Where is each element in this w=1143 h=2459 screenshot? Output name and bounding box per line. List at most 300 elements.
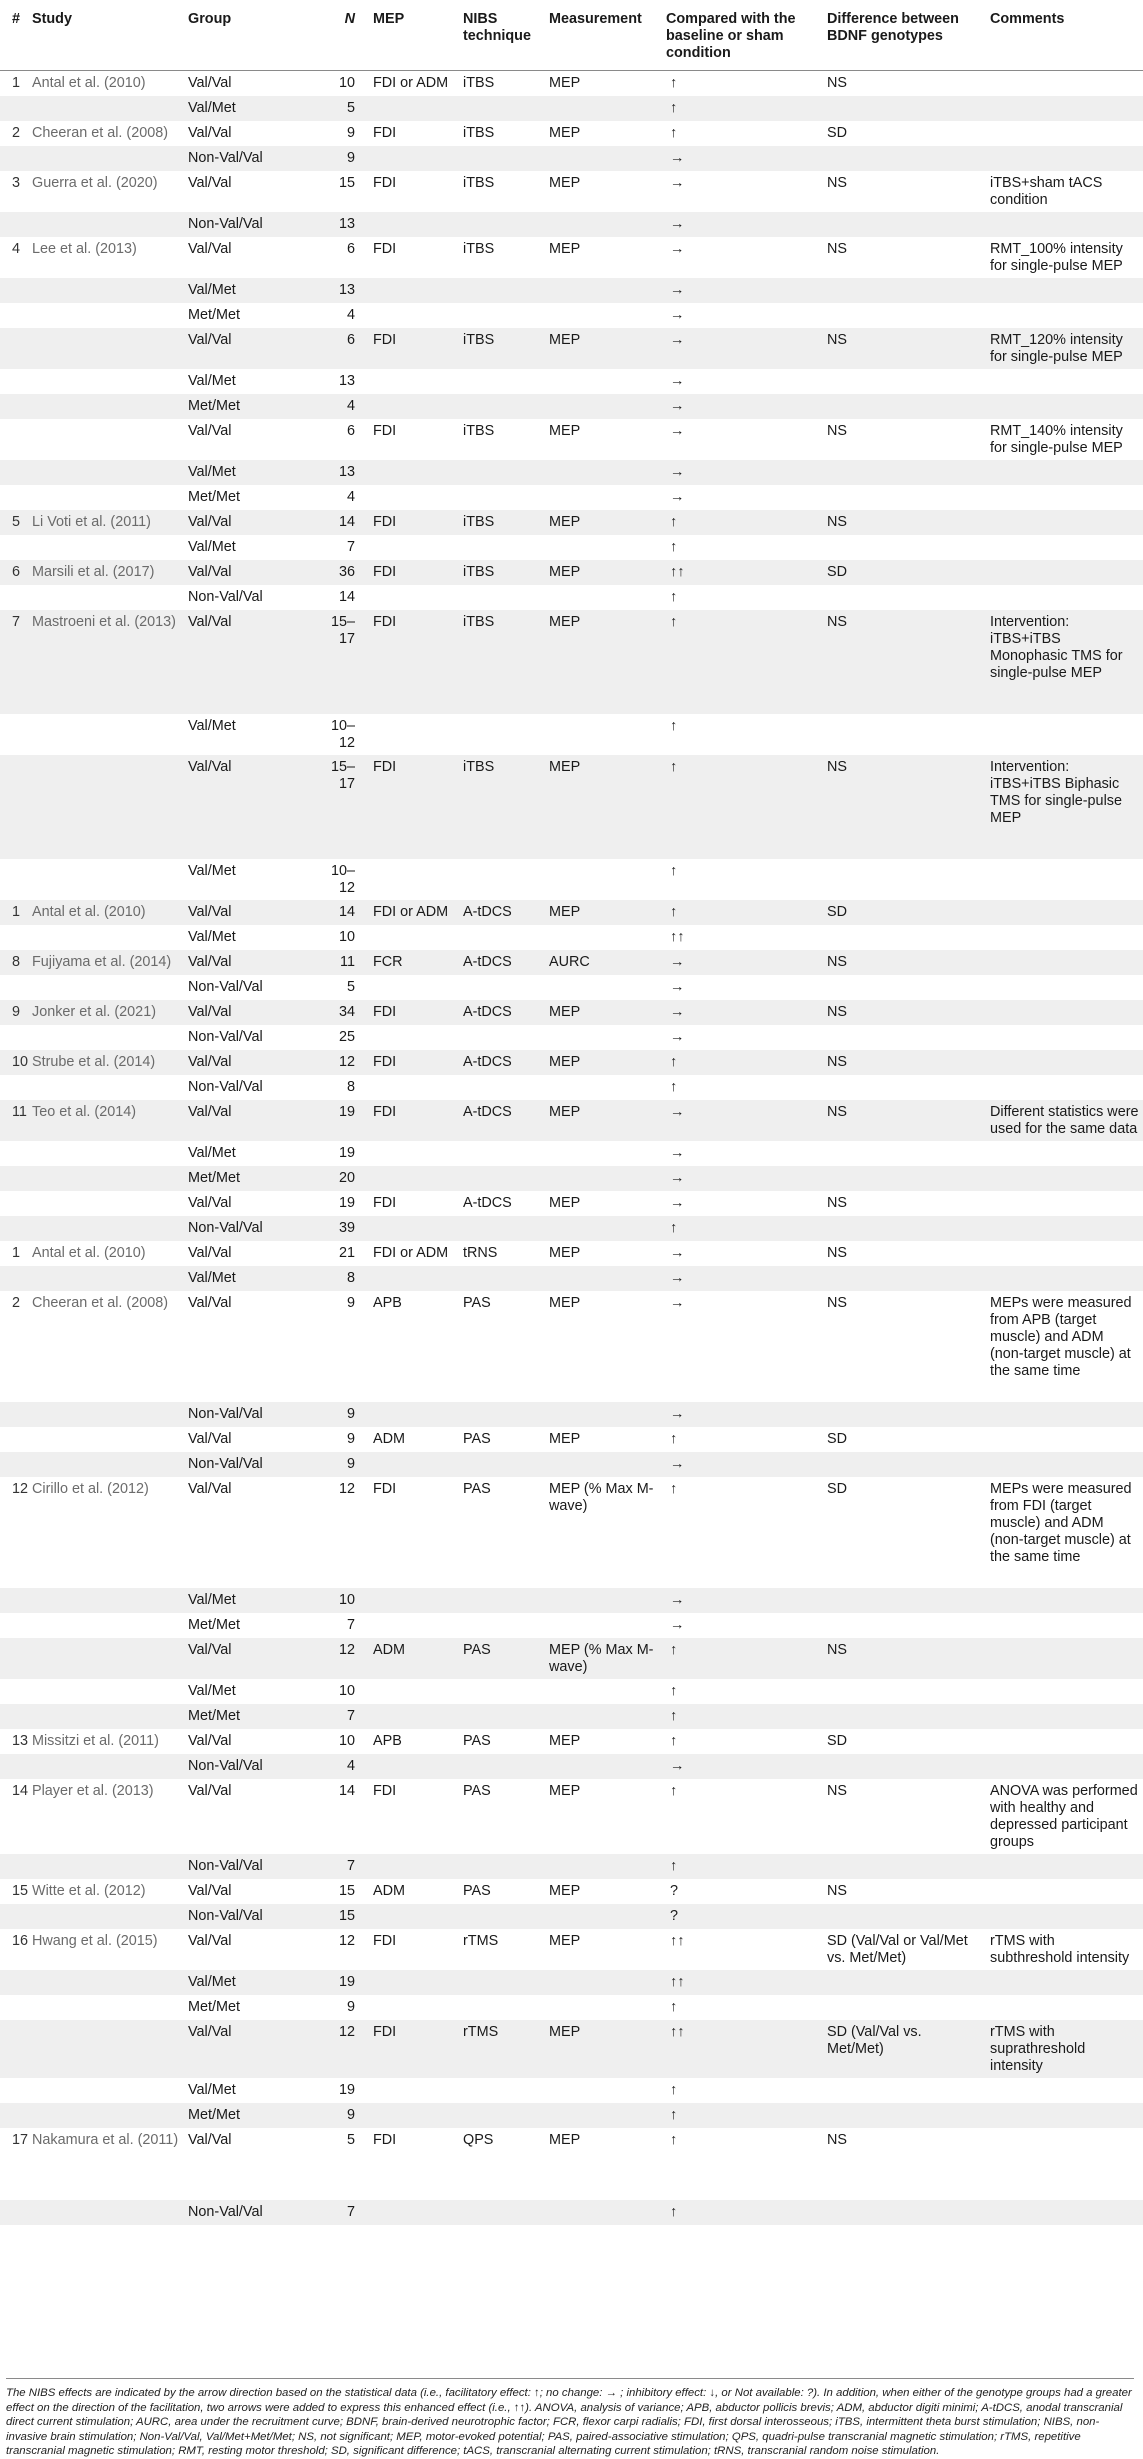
- nibs-technique-cell: [459, 1754, 545, 1779]
- genotype-difference-cell: [823, 485, 986, 510]
- nibs-technique-cell: iTBS: [463, 174, 495, 191]
- genotype-difference-cell: [823, 535, 986, 560]
- measurement-cell: [545, 1216, 662, 1241]
- genotype-difference-cell: [823, 1452, 986, 1477]
- comparison-cell: →: [662, 1402, 823, 1427]
- study-cell: Witte et al. (2012): [32, 1882, 146, 1899]
- table-row: [0, 859, 1143, 900]
- n-cell: 5: [346, 978, 355, 995]
- row-number: 12: [12, 1480, 29, 1497]
- study-cell: Antal et al. (2010): [32, 75, 146, 91]
- mep-cell: [369, 1904, 459, 1929]
- n-cell: 12: [314, 1050, 369, 1075]
- comments-cell: [986, 1452, 1143, 1477]
- nibs-technique-cell: [459, 2103, 545, 2128]
- genotype-difference-cell: NS: [823, 950, 986, 975]
- row-number: [0, 925, 28, 950]
- n-cell: 13: [338, 372, 355, 389]
- comparison-cell: ↑: [670, 75, 678, 91]
- row-number: [0, 1216, 28, 1241]
- genotype-difference-cell: SD: [827, 1480, 847, 1497]
- mep-cell: [369, 2200, 459, 2225]
- study-cell: Lee et al. (2013): [32, 240, 137, 257]
- mep-cell: [369, 146, 459, 171]
- n-cell: 9: [346, 1430, 355, 1447]
- measurement-cell: MEP: [545, 1100, 662, 1141]
- group-cell: Non-Val/Val: [184, 1904, 314, 1929]
- nibs-technique-cell: [459, 1970, 545, 1995]
- nibs-technique-cell: [459, 394, 545, 419]
- comments-cell: [986, 859, 1143, 900]
- row-number: [0, 585, 28, 610]
- mep-cell: [369, 1854, 459, 1879]
- measurement-cell: [545, 278, 662, 303]
- n-cell: 9: [314, 2103, 369, 2128]
- nibs-technique-cell: [459, 1704, 545, 1729]
- measurement-cell: [545, 2200, 662, 2225]
- nibs-technique-cell: PAS: [459, 1638, 545, 1679]
- mep-cell: [369, 1075, 459, 1100]
- nibs-technique-cell: iTBS: [459, 510, 545, 535]
- comments-cell: [986, 950, 1143, 975]
- comparison-cell: →: [662, 1266, 823, 1291]
- nibs-technique-cell: [459, 1266, 545, 1291]
- nibs-technique-cell: PAS: [463, 1294, 491, 1311]
- comparison-cell: ↑: [662, 1638, 823, 1679]
- study-cell: [28, 859, 184, 900]
- nibs-technique-cell: PAS: [463, 1732, 491, 1749]
- comments-cell: [986, 535, 1143, 560]
- measurement-cell: [545, 2078, 662, 2103]
- comments-cell: [986, 1050, 1143, 1075]
- measurement-cell: [545, 1075, 662, 1100]
- comparison-cell: ↑: [670, 1732, 678, 1749]
- genotype-difference-cell: [823, 585, 986, 610]
- measurement-cell: MEP: [549, 240, 581, 257]
- n-cell: 34: [314, 1000, 369, 1025]
- n-cell: 7: [314, 2200, 369, 2225]
- genotype-difference-cell: [823, 1216, 986, 1241]
- n-cell: 15: [338, 1882, 355, 1899]
- comparison-cell: →: [662, 1754, 823, 1779]
- row-number: [0, 369, 28, 394]
- row-number: [0, 714, 28, 755]
- mep-cell: [369, 714, 459, 755]
- study-cell: Jonker et al. (2021): [28, 1000, 184, 1025]
- study-cell: [28, 328, 184, 369]
- study-cell: [28, 1141, 184, 1166]
- mep-cell: FCR: [369, 950, 459, 975]
- table-row: [0, 303, 1143, 328]
- header-measurement: Measurement: [545, 0, 662, 71]
- measurement-cell: MEP: [545, 755, 662, 859]
- nibs-technique-cell: [459, 535, 545, 560]
- table-row: [0, 171, 1143, 212]
- n-cell: 10: [338, 928, 355, 945]
- group-cell: Val/Met: [184, 278, 314, 303]
- row-number: 1: [12, 75, 21, 91]
- study-cell: [28, 2103, 184, 2128]
- nibs-technique-cell: [459, 369, 545, 394]
- mep-cell: [369, 1588, 459, 1613]
- nibs-technique-cell: [459, 859, 545, 900]
- comments-cell: [986, 146, 1143, 171]
- mep-cell: [369, 859, 459, 900]
- row-number: [0, 1679, 28, 1704]
- genotype-difference-cell: SD (Val/Val or Val/Met vs. Met/Met): [827, 1932, 968, 1966]
- row-number: 3: [12, 174, 21, 191]
- n-cell: 9: [346, 124, 355, 141]
- genotype-difference-cell: NS: [827, 174, 847, 191]
- row-number: [0, 485, 28, 510]
- study-cell: [28, 146, 184, 171]
- study-cell: [28, 1075, 184, 1100]
- table-row: [0, 1266, 1143, 1291]
- group-cell: Non-Val/Val: [188, 588, 263, 605]
- measurement-cell: MEP: [545, 510, 662, 535]
- comparison-cell: ↑: [662, 610, 823, 714]
- group-cell: Val/Met: [188, 862, 236, 879]
- group-cell: Val/Val: [184, 900, 314, 925]
- comparison-cell: →: [670, 174, 685, 191]
- table-row: [0, 1729, 1143, 1754]
- comparison-cell: →: [662, 460, 823, 485]
- mep-cell: [369, 394, 459, 419]
- comparison-cell: ↑: [662, 1050, 823, 1075]
- row-number: 6: [0, 560, 28, 585]
- genotype-difference-cell: SD: [827, 124, 847, 141]
- header-study: Study: [28, 0, 184, 71]
- study-cell: [28, 460, 184, 485]
- table-row: [0, 1166, 1143, 1191]
- mep-cell: APB: [373, 1294, 402, 1311]
- comments-cell: [986, 485, 1143, 510]
- genotype-difference-cell: [823, 212, 986, 237]
- genotype-difference-cell: [823, 96, 986, 121]
- n-cell: 9: [314, 1402, 369, 1427]
- mep-cell: FDI: [369, 328, 459, 369]
- measurement-cell: MEP: [549, 1732, 581, 1749]
- table-row: [0, 950, 1143, 975]
- n-cell: 25: [338, 1028, 355, 1045]
- mep-cell: FDI: [373, 422, 397, 439]
- comparison-cell: ↑: [670, 862, 678, 879]
- mep-cell: FDI: [373, 1932, 397, 1949]
- mep-cell: [369, 1679, 459, 1704]
- table-row: [0, 146, 1143, 171]
- row-number: [0, 328, 28, 369]
- comments-cell: [986, 1216, 1143, 1241]
- group-cell: Val/Met: [184, 1588, 314, 1613]
- row-number: 2: [12, 124, 21, 141]
- study-cell: [28, 303, 184, 328]
- table-row: [0, 1100, 1143, 1141]
- study-cell: Cirillo et al. (2012): [32, 1480, 149, 1497]
- n-cell: 10: [338, 75, 355, 91]
- study-cell: Marsili et al. (2017): [28, 560, 184, 585]
- table-row: [0, 212, 1143, 237]
- genotype-difference-cell: NS: [827, 1782, 847, 1799]
- genotype-difference-cell: [823, 1704, 986, 1729]
- genotype-difference-cell: NS: [827, 1194, 847, 1211]
- comparison-cell: →: [670, 1244, 685, 1261]
- comparison-cell: ↑: [662, 1216, 823, 1241]
- genotype-difference-cell: SD (Val/Val vs. Met/Met): [823, 2020, 986, 2078]
- table-row: [0, 1638, 1143, 1679]
- n-cell: 4: [346, 488, 355, 505]
- table-row: [0, 2128, 1143, 2200]
- row-number: [0, 1904, 28, 1929]
- n-cell: 7: [314, 1854, 369, 1879]
- nibs-technique-cell: [459, 146, 545, 171]
- n-cell: 12: [338, 1932, 355, 1949]
- comparison-cell: →: [670, 422, 685, 439]
- table-row: [0, 1191, 1143, 1216]
- comparison-cell: ↑: [670, 1782, 678, 1799]
- table-row: [0, 1995, 1143, 2020]
- genotype-difference-cell: SD: [827, 1732, 847, 1749]
- n-cell: 12: [314, 2020, 369, 2078]
- nibs-technique-cell: A-tDCS: [459, 1000, 545, 1025]
- genotype-difference-cell: [823, 278, 986, 303]
- table-row: [0, 1929, 1143, 1970]
- table-row: [0, 1854, 1143, 1879]
- genotype-difference-cell: [823, 975, 986, 1000]
- comparison-cell: ↑: [662, 755, 823, 859]
- measurement-cell: MEP: [549, 1782, 581, 1799]
- table-row: [0, 1452, 1143, 1477]
- nibs-technique-cell: A-tDCS: [459, 1100, 545, 1141]
- measurement-cell: [545, 925, 662, 950]
- comments-cell: [986, 71, 1143, 96]
- genotype-difference-cell: [823, 460, 986, 485]
- comparison-cell: ↑↑: [662, 560, 823, 585]
- group-cell: Val/Val: [188, 75, 232, 91]
- table-footnote: The NIBS effects are indicated by the arrow direction based on the statistical data (i.e., facilitatory effect: ↑; no change: → ; inhibitory effect: ↓, or Not available: ?). In addition, when either of the genotype groups had a greater effect on the direction of the facilitation, two arrows were added to express this enhanced effect (i.e., ↑↑). ANOVA, analysis of variance; APB, abductor pollicis brevis; ADM, abductor digiti minimi; A-tDCS, anodal transcranial direct current stimulation; AURC, area under the recruitment curve; BDNF, brain-derived neurotrophic factor; FCR, flexor carpi radialis; FDI, first dorsal interosseous; iTBS, intermittent theta burst stimulation; NIBS, non-invasive brain stimulation; Non-Val/Val, Val/Met+Met/Met; NS, not significant; MEP, motor-evoked potential; PAS, paired-associative stimulation; QPS, quadri-pulse transcranial magnetic stimulation; rTMS, repetitive transcranial magnetic stimulation; RMT, resting motor threshold; SD, significant difference; tACS, transcranial alternating current stimulation; tRNS, transcranial random noise stimulation.: [6, 2378, 1134, 2459]
- table-row: [0, 975, 1143, 1000]
- genotype-difference-cell: [823, 1970, 986, 1995]
- row-number: [0, 1970, 28, 1995]
- n-cell: 20: [314, 1166, 369, 1191]
- group-cell: Met/Met: [184, 1704, 314, 1729]
- comparison-cell: →: [670, 1616, 685, 1633]
- comparison-cell: →: [662, 1100, 823, 1141]
- measurement-cell: AURC: [545, 950, 662, 975]
- study-cell: Fujiyama et al. (2014): [28, 950, 184, 975]
- measurement-cell: MEP: [549, 1194, 581, 1211]
- comments-cell: [986, 510, 1143, 535]
- group-cell: Val/Val: [188, 1782, 232, 1799]
- row-number: [0, 303, 28, 328]
- study-cell: [28, 96, 184, 121]
- n-cell: 13: [314, 460, 369, 485]
- comparison-cell: ↑↑: [662, 2020, 823, 2078]
- comments-cell: Different statistics were used for the same data: [986, 1100, 1143, 1141]
- row-number: [0, 1452, 28, 1477]
- group-cell: Val/Met: [188, 372, 236, 389]
- row-number: 2: [12, 1294, 21, 1311]
- mep-cell: FDI: [373, 1480, 397, 1497]
- comparison-cell: ↑: [662, 510, 823, 535]
- n-cell: 8: [314, 1266, 369, 1291]
- nibs-technique-cell: [459, 1402, 545, 1427]
- nibs-technique-cell: [459, 278, 545, 303]
- comments-cell: [986, 1025, 1143, 1050]
- measurement-cell: [545, 369, 662, 394]
- mep-cell: FDI: [373, 1782, 397, 1799]
- genotype-difference-cell: SD: [827, 1430, 847, 1447]
- comments-cell: Intervention: iTBS+iTBS Biphasic TMS for single-pulse MEP: [986, 755, 1143, 859]
- study-cell: [28, 925, 184, 950]
- comparison-cell: →: [670, 1144, 685, 1161]
- group-cell: Val/Val: [184, 1050, 314, 1075]
- genotype-difference-cell: [823, 2103, 986, 2128]
- nibs-technique-cell: [459, 925, 545, 950]
- mep-cell: FDI: [373, 174, 397, 191]
- comparison-cell: →: [670, 488, 685, 505]
- row-number: [0, 1266, 28, 1291]
- nibs-technique-cell: [459, 1025, 545, 1050]
- measurement-cell: [545, 1452, 662, 1477]
- nibs-technique-cell: iTBS: [459, 328, 545, 369]
- group-cell: Val/Val: [188, 124, 232, 141]
- group-cell: Val/Val: [184, 510, 314, 535]
- nibs-technique-cell: [459, 1995, 545, 2020]
- nibs-technique-cell: [459, 303, 545, 328]
- nibs-technique-cell: [459, 96, 545, 121]
- n-cell: 6: [346, 422, 355, 439]
- table-row: [0, 1075, 1143, 1100]
- n-cell: 19: [314, 1100, 369, 1141]
- comments-cell: Intervention: iTBS+iTBS Monophasic TMS for single-pulse MEP: [986, 610, 1143, 714]
- comments-cell: [986, 1402, 1143, 1427]
- header-n: N: [314, 0, 369, 71]
- genotype-difference-cell: [823, 303, 986, 328]
- nibs-technique-cell: [459, 1854, 545, 1879]
- group-cell: Val/Val: [188, 1430, 232, 1447]
- study-cell: Cheeran et al. (2008): [32, 1294, 168, 1311]
- genotype-difference-cell: [823, 394, 986, 419]
- measurement-cell: [545, 535, 662, 560]
- genotype-difference-cell: [823, 1402, 986, 1427]
- comments-cell: [986, 1904, 1143, 1929]
- mep-cell: FDI: [369, 1000, 459, 1025]
- comparison-cell: →: [670, 240, 685, 257]
- mep-cell: [369, 975, 459, 1000]
- mep-cell: [369, 303, 459, 328]
- measurement-cell: MEP: [549, 1430, 581, 1447]
- mep-cell: [369, 1402, 459, 1427]
- study-cell: [28, 1970, 184, 1995]
- measurement-cell: MEP: [545, 900, 662, 925]
- table-row: [0, 1904, 1143, 1929]
- study-cell: [28, 212, 184, 237]
- genotype-difference-cell: [823, 1904, 986, 1929]
- mep-cell: [369, 1216, 459, 1241]
- measurement-cell: [545, 975, 662, 1000]
- table-row: [0, 1427, 1143, 1452]
- measurement-cell: [545, 485, 662, 510]
- n-cell: 9: [346, 1294, 355, 1311]
- comments-cell: [986, 460, 1143, 485]
- row-number: [0, 1191, 28, 1216]
- n-cell: 11: [314, 950, 369, 975]
- comments-cell: ANOVA was performed with healthy and depressed participant groups: [990, 1782, 1138, 1850]
- group-cell: Val/Val: [184, 1638, 314, 1679]
- group-cell: Val/Met: [184, 96, 314, 121]
- mep-cell: [369, 1970, 459, 1995]
- group-cell: Val/Val: [188, 1732, 232, 1749]
- genotype-difference-cell: SD: [823, 560, 986, 585]
- study-cell: [28, 1452, 184, 1477]
- nibs-technique-cell: [459, 2200, 545, 2225]
- comments-cell: [986, 1995, 1143, 2020]
- measurement-cell: MEP: [545, 328, 662, 369]
- study-cell: Mastroeni et al. (2013): [28, 610, 184, 714]
- study-cell: [28, 755, 184, 859]
- group-cell: Met/Met: [188, 306, 240, 323]
- measurement-cell: [545, 859, 662, 900]
- table-row: [0, 278, 1143, 303]
- study-cell: [28, 278, 184, 303]
- study-cell: [28, 975, 184, 1000]
- mep-cell: FDI: [373, 124, 397, 141]
- study-cell: [28, 1638, 184, 1679]
- row-number: 1: [12, 1244, 21, 1261]
- mep-cell: [369, 369, 459, 394]
- table-row: [0, 1779, 1143, 1854]
- row-number: [0, 535, 28, 560]
- mep-cell: [369, 1613, 459, 1638]
- comparison-cell: ↑: [670, 1480, 678, 1497]
- group-cell: Non-Val/Val: [184, 1402, 314, 1427]
- n-cell: 12: [338, 1480, 355, 1497]
- header-comparison: Compared with the baseline or sham condition: [662, 0, 823, 71]
- n-cell: 9: [314, 146, 369, 171]
- row-number: 17: [12, 2131, 29, 2148]
- genotype-difference-cell: NS: [827, 422, 847, 439]
- comparison-cell: →: [662, 1588, 823, 1613]
- row-number: [0, 460, 28, 485]
- mep-cell: FDI: [369, 755, 459, 859]
- comparison-cell: →: [662, 1166, 823, 1191]
- measurement-cell: [545, 1970, 662, 1995]
- group-cell: Val/Val: [188, 1882, 232, 1899]
- nibs-technique-cell: iTBS: [459, 560, 545, 585]
- header-group: Group: [184, 0, 314, 71]
- measurement-cell: MEP: [549, 174, 581, 191]
- comments-cell: [986, 1427, 1143, 1452]
- row-number: [0, 394, 28, 419]
- study-cell: [28, 2200, 184, 2225]
- comments-cell: [986, 1075, 1143, 1100]
- n-cell: 14: [314, 510, 369, 535]
- row-number: [0, 2200, 28, 2225]
- comments-cell: [986, 1879, 1143, 1904]
- comparison-cell: →: [662, 1000, 823, 1025]
- comparison-cell: ↑↑: [662, 1970, 823, 1995]
- comments-cell: [986, 1166, 1143, 1191]
- table-row: [0, 1704, 1143, 1729]
- row-number: 7: [0, 610, 28, 714]
- nibs-technique-cell: [459, 1613, 545, 1638]
- table-row: [0, 485, 1143, 510]
- study-cell: Antal et al. (2010): [32, 1244, 146, 1261]
- row-number: [0, 146, 28, 171]
- n-cell: 6: [314, 328, 369, 369]
- row-number: [0, 1754, 28, 1779]
- group-cell: Val/Val: [188, 240, 232, 257]
